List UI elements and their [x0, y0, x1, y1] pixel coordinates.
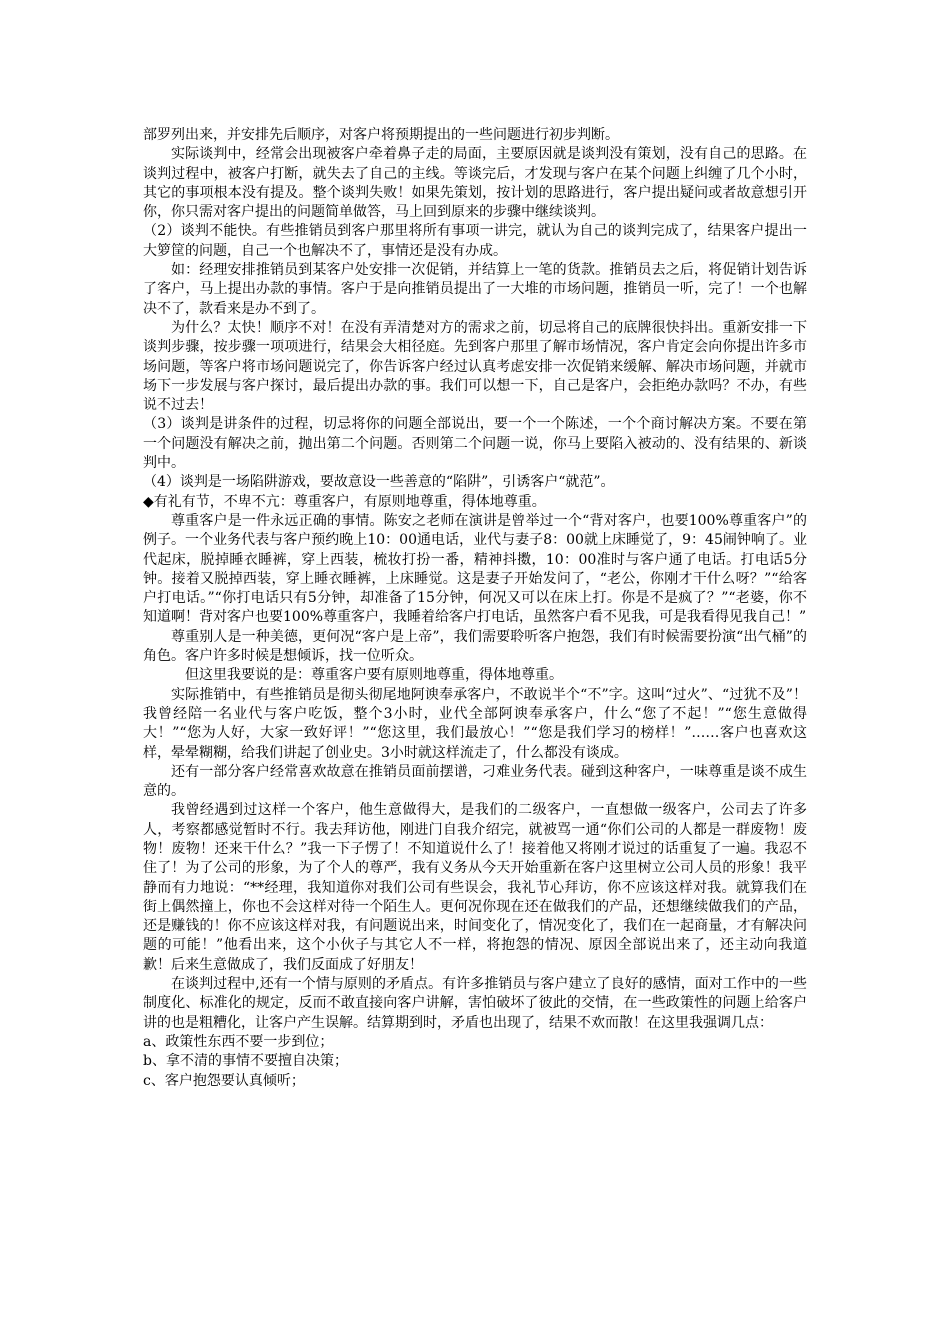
paragraph-13: 还有一部分客户经常喜欢故意在推销员面前摆谱，刁难业务代表。碰到这种客户，一味尊重是谈不成生意的。: [143, 763, 807, 800]
paragraph-11: 但这里我要说的是：尊重客户要有原则地尊重，得体地尊重。: [185, 667, 563, 684]
paragraph-6: （3）谈判是讲条件的过程，切忌将你的问题全部说出，要一个一个陈述，一个个商讨解决方案。不要在第一个问题没有解决之前，抛出第二个问题。否则第二个问题一说，你马上要陷入被动的、没有结果的、新谈判中。: [143, 416, 807, 472]
paragraph-3: （2）谈判不能快。有些推销员到客户那里将所有事项一讲完，就认为自己的谈判完成了，结果客户提出一大箩筐的问题，自己一个也解决不了，事情还是没有办成。: [143, 223, 807, 259]
paragraph-14: 我曾经遇到过这样一个客户，他生意做得大，是我们的二级客户，一直想做一级客户，公司去了许多人，考察都感觉暂时不行。我去拜访他，刚进门自我介绍完，就被骂一通“你们公司的人都是一群废物！废物！废物！还来干什么？”我一下子愣了！不知道说什么了！接着他又将刚才说过的话重复了一遍。我忍不住了！为了公司的形象，为了个人的尊严，我有义务从今天开始重新在客户这里树立公司人员的形象！我平静而有力地说：“**经理，我知道你对我们公司有些误会，我礼节心拜访，你不应该这样对我。就算我们在街上偶然撞上，你也不会这样对待一个陌生人。更何况你现在还在做我们的产品，还想继续做我们的产品，还是赚钱的！你不应该这样对我，有问题说出来，时间变化了，情况变化了，我们在一起商量，才有解决问题的可能！”他看出来，这个小伙子与其它人不一样，将抱怨的情况、原因全部说出来了，还主动向我道歉！后来生意做成了，我们反面成了好朋友！: [143, 802, 807, 973]
paragraph-4: 如：经理安排推销员到某客户处安排一次促销，并结算上一笔的货款。推销员去之后，将促销计划告诉了客户，马上提出办款的事情。客户于是向推销员提出了一大堆的市场问题，推销员一听，完了！一个也解决不了，款看来是办不到了。: [143, 262, 807, 317]
section-heading: ◆有礼有节，不卑不亢：尊重客户，有原则地尊重，得体地尊重。: [143, 493, 546, 510]
document-body: [143, 126, 807, 1091]
list-item-b: b、拿不清的事情不要擅自决策；: [143, 1053, 348, 1070]
paragraph-5: 为什么？太快！顺序不对！在没有弄清楚对方的需求之前，切忌将自己的底牌很快抖出。重新安排一下谈判步骤，按步骤一项项进行，结果会大相径庭。先到客户那里了解市场情况，客户肯定会向你提出许多市场问题，等客户将市场问题说完了，你告诉客户经过认真考虑安排一次促销来缓解、解决市场问题，并就市场下一步发展与客户探讨，最后提出办款的事。我们可以想一下，自己是客户，会拒绝办款吗？不办，有些说不过去！: [143, 319, 807, 414]
paragraph-12: 实际推销中，有些推销员是彻头彻尾地阿谀奉承客户，不敢说半个“不”字。这叫“过火”、“过犹不及”！我曾经陪一名业代与客户吃饭，整个3小时，业代全部阿谀奉承客户，什么“您了不起！”“您生意做得大！”“您为人好，大家一致好评！”“您这里，我们最放心！”“您是我们学习的榜样！”……客户也喜欢这样，晕晕糊糊，给我们讲起了创业史。3小时就这样流走了，什么都没有谈成。: [143, 686, 807, 761]
paragraph-1: 部罗列出来，并安排先后顺序，对客户将预期提出的一些问题进行初步判断。: [143, 127, 619, 143]
paragraph-15: 在谈判过程中,还有一个情与原则的矛盾点。有许多推销员与客户建立了良好的感情，面对工作中的一些制度化、标准化的规定，反而不敢直接向客户讲解，害怕破坏了彼此的交情，在一些政策性的问题上给客户讲的也是粗糟化，让客户产生误解。结算期到时，矛盾也出现了，结果不欢而散！在这里我强调几点：: [143, 976, 807, 1031]
list-item-c: c、客户抱怨要认真倾听；: [143, 1072, 305, 1089]
paragraph-9: 尊重客户是一件永远正确的事情。陈安之老师在演讲是曾举过一个“背对客户，也要100%尊重客户”的例子。一个业务代表与客户预约晚上10：00通电话，业代与妻子8：00就上床睡觉了，9：45闹钟响了。业代起床，脱掉睡衣睡裤，穿上西装，梳妆打扮一番，精神抖擞，10：00准时与客户通了电话。打电话5分钟。接着又脱掉西装，穿上睡衣睡裤，上床睡觉。这是妻子开始发问了，“老公，你刚才干什么呀？”“给客户打电话。”“你打电话只有5分钟，却准备了15分钟，何况又可以在床上打。你是不是疯了？”“老婆，你不知道啊！背对客户也要100%尊重客户，我睡着给客户打电话，虽然客户看不见我，可是我看得见我自己！”: [143, 512, 807, 626]
list-item-a: a、政策性东西不要一步到位；: [143, 1033, 334, 1050]
paragraph-10: 尊重别人是一种美德，更何况“客户是上帝”，我们需要聆听客户抱怨，我们有时候需要扮演“出气桶”的角色。客户许多时候是想倾诉，找一位听众。: [143, 628, 807, 665]
paragraph-2: 实际谈判中，经常会出现被客户牵着鼻子走的局面，主要原因就是谈判没有策划，没有自己的思路。在谈判过程中，被客户打断，就失去了自己的主线。等谈完后，才发现与客户在某个问题上纠缠了几个小时，其它的事项根本没有提及。整个谈判失败！如果先策划，按计划的思路进行，客户提出疑问或者故意想引开你，你只需对客户提出的问题简单做答，马上回到原来的步骤中继续谈判。: [143, 146, 807, 221]
paragraph-7: （4）谈判是一场陷阱游戏，要故意设一些善意的“陷阱”，引诱客户“就范”。: [143, 474, 615, 491]
